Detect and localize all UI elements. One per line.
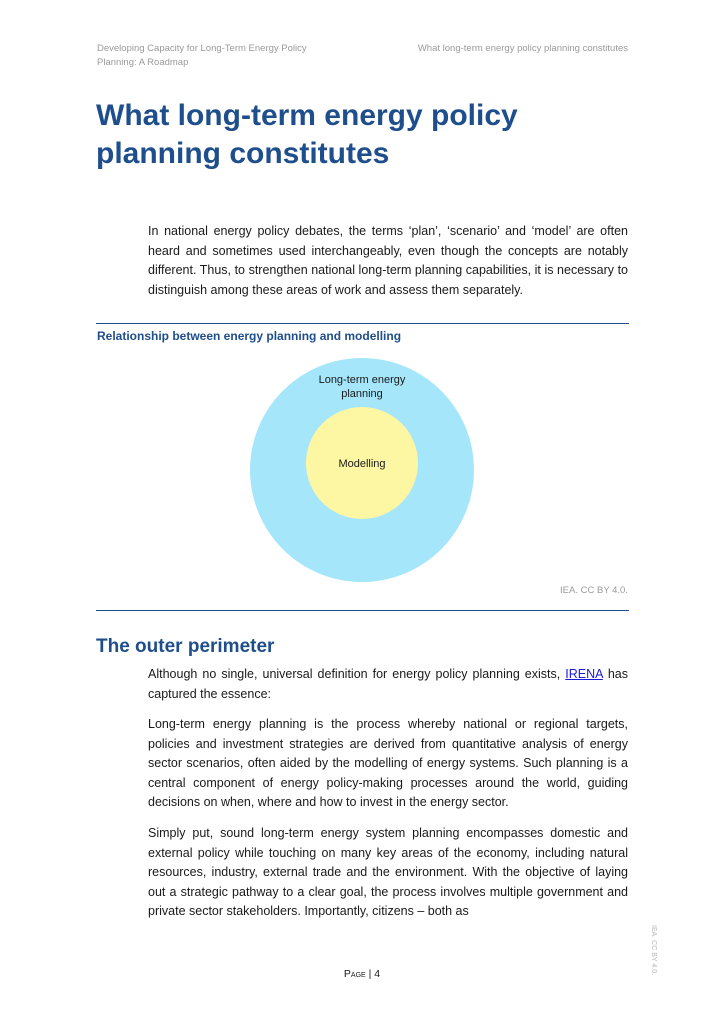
- figure-credit: IEA. CC BY 4.0.: [560, 585, 628, 596]
- outer-circle-label-line1: Long-term energy: [318, 374, 406, 386]
- page-footer: [0, 968, 724, 980]
- paragraph-1-text-start: Although no single, universal definition for energy policy planning exists,: [148, 667, 566, 681]
- section-paragraph-1: [148, 665, 628, 704]
- inner-circle-label: Modelling: [338, 458, 386, 470]
- page-separator: |: [365, 968, 375, 980]
- page-title: What long-term energy policy planning constitutes: [96, 99, 518, 170]
- page-word: Page: [343, 968, 366, 980]
- nested-circles-diagram: [248, 356, 476, 584]
- figure-top-rule: [96, 323, 629, 324]
- running-header-left: Developing Capacity for Long-Term Energy Policy Planning: A Roadmap: [97, 43, 307, 68]
- page-number: 4: [374, 968, 381, 980]
- intro-paragraph: In national energy policy debates, the terms ‘plan’, ‘scenario’ and ‘model’ are often heard and sometimes used interchangeably, even though the concepts are notably different. Thus, to strengthen national long-term planning capabilities, it is necessary to distinguish among these areas of work and assess them separately.: [148, 224, 628, 297]
- running-header-right: What long-term energy policy planning constitutes: [417, 43, 628, 54]
- section-heading: The outer perimeter: [96, 636, 275, 657]
- side-credit: IEA. CC BY 4.0.: [650, 925, 657, 976]
- section-paragraph-2: Long-term energy planning is the process whereby national or regional targets, policies and investment strategies are derived from quantitative analysis of energy sector scenarios, often aided by the modelling of energy systems. Such planning is a central component of energy policy-making processes around the world, guiding decisions on when, where and how to invest in the energy sector.: [148, 717, 628, 810]
- section-paragraph-3: Simply put, sound long-term energy system planning encompasses domestic and external policy while touching on many key areas of the economy, including natural resources, industry, external trade and the environment. With the objective of laying out a strategic pathway to a clear goal, the process involves multiple government and private sector stakeholders. Importantly, citizens – both as: [148, 826, 628, 919]
- figure-title: Relationship between energy planning and modelling: [97, 329, 402, 343]
- irena-link[interactable]: IRENA: [565, 667, 603, 681]
- figure-bottom-rule: [96, 610, 629, 611]
- outer-circle-label-line2: planning: [341, 388, 383, 400]
- paragraph-1-text-end: has captured the essence:: [148, 667, 628, 701]
